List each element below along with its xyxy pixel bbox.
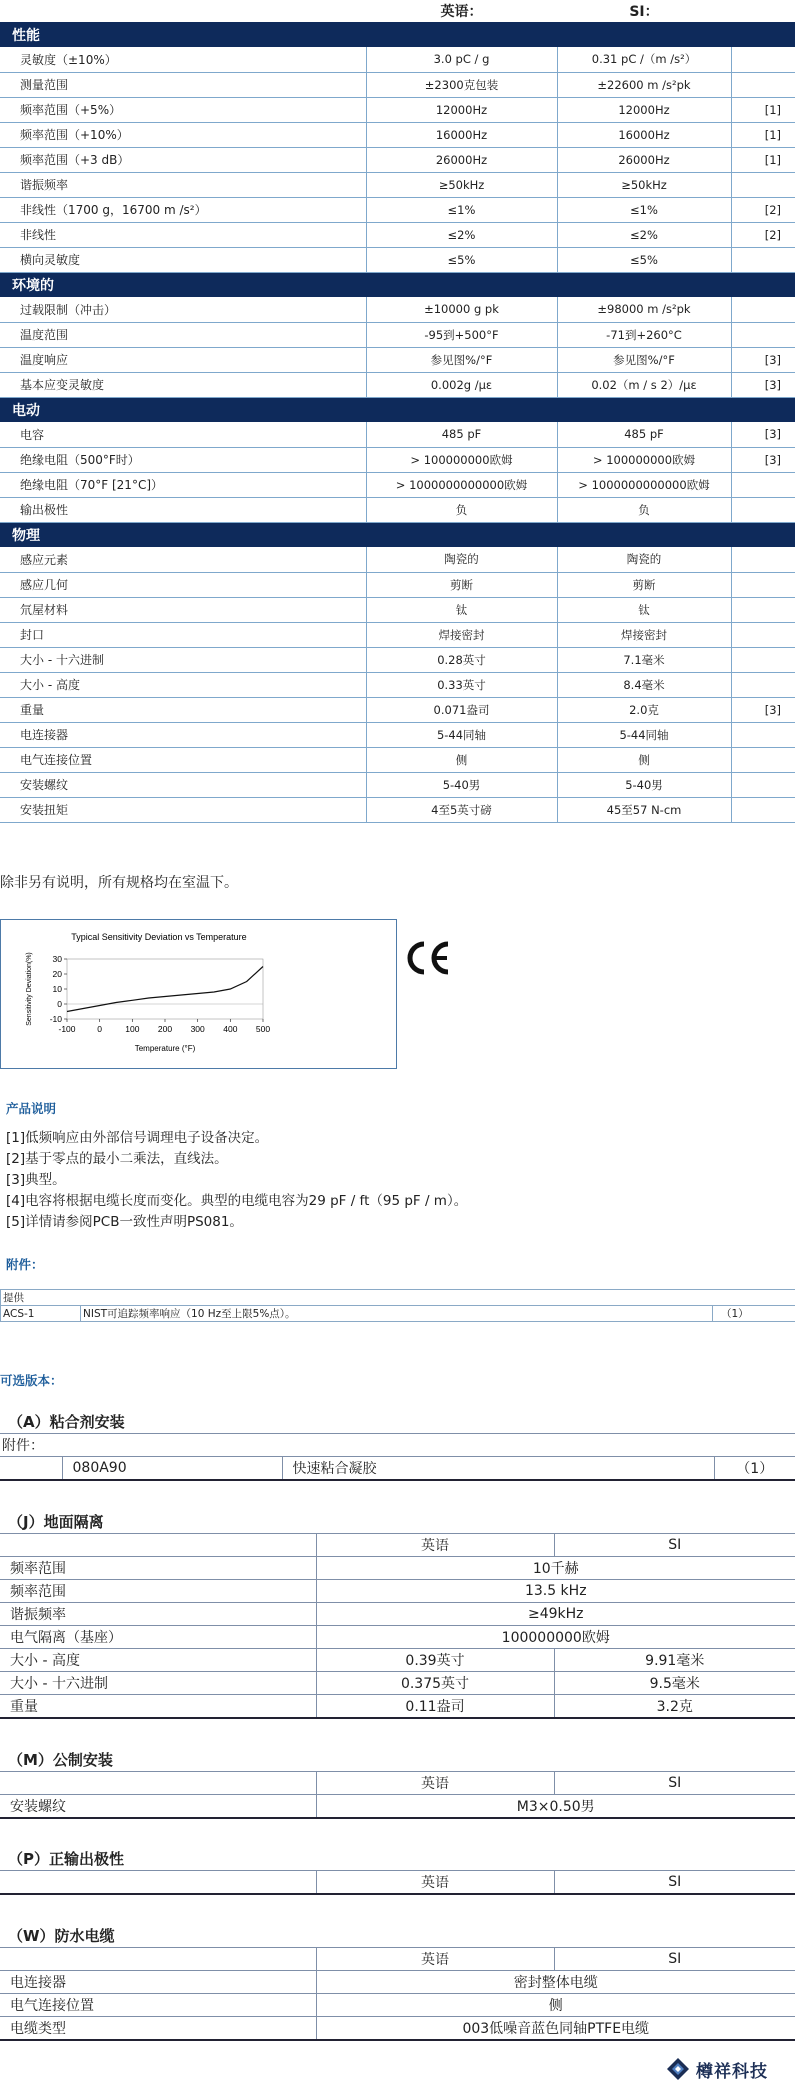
chart-x-tick-label: 100 bbox=[125, 1024, 140, 1034]
option-row-value: 100000000欧姆 bbox=[316, 1626, 795, 1649]
option-row bbox=[0, 1626, 795, 1649]
spec-row bbox=[0, 497, 795, 522]
chart-x-tick-label: 200 bbox=[157, 1024, 173, 1034]
spec-note bbox=[731, 47, 795, 72]
product-note: [4]电容将根据电缆长度而变化。典型的电缆电容为29 pF / ft（95 pF / m）。 bbox=[6, 1193, 468, 1209]
spec-value-si: 5-44同轴 bbox=[557, 722, 731, 747]
spec-row bbox=[0, 622, 795, 647]
option-header-si: SI bbox=[554, 1534, 795, 1557]
optional-versions-title: 可选版本： bbox=[0, 1373, 63, 1388]
company-logo-text: 樽祥科技 bbox=[696, 2061, 768, 2082]
section-title: 电动 bbox=[0, 397, 795, 422]
spec-value-english: 5-44同轴 bbox=[366, 722, 557, 747]
spec-table bbox=[0, 0, 795, 823]
spec-row bbox=[0, 772, 795, 797]
option-header-english: 英语 bbox=[316, 1948, 554, 1971]
spec-label: 频率范围（+5%） bbox=[0, 97, 366, 122]
accessories-header: 提供 bbox=[1, 1290, 795, 1306]
option-a-title: （A）粘合剂安装 bbox=[8, 1413, 125, 1431]
spec-label: 过载限制（冲击） bbox=[0, 297, 366, 322]
chart-x-tick-label: 0 bbox=[97, 1024, 103, 1034]
accessory-row bbox=[1, 1306, 795, 1322]
option-row-value: 密封整体电缆 bbox=[316, 1971, 795, 1994]
spec-label: 氘屋材料 bbox=[0, 597, 366, 622]
accessory-desc: NIST可追踪频率响应（10 Hz至上限5%点）。 bbox=[81, 1306, 713, 1322]
option-j-title: （J）地面隔离 bbox=[8, 1513, 104, 1531]
spec-value-english: 4至5英寸磅 bbox=[366, 797, 557, 822]
spec-row bbox=[0, 47, 795, 72]
spec-note: [3] bbox=[731, 372, 795, 397]
chart-x-tick-label: -100 bbox=[58, 1024, 76, 1034]
spec-value-si: ≥50kHz bbox=[557, 172, 731, 197]
product-note: [2]基于零点的最小二乘法，直线法。 bbox=[6, 1151, 228, 1167]
spec-note: [1] bbox=[731, 122, 795, 147]
spec-note bbox=[731, 497, 795, 522]
spec-label: 大小 - 十六进制 bbox=[0, 647, 366, 672]
spec-row bbox=[0, 72, 795, 97]
chart-x-tick-label: 400 bbox=[223, 1024, 238, 1034]
spec-value-english: 5-40男 bbox=[366, 772, 557, 797]
spec-value-si: 0.31 pC /（m /s²） bbox=[557, 47, 731, 72]
option-p-title: （P）正输出极性 bbox=[8, 1850, 124, 1868]
spec-label: 频率范围（+3 dB） bbox=[0, 147, 366, 172]
spec-label: 测量范围 bbox=[0, 72, 366, 97]
section-title: 环境的 bbox=[0, 272, 795, 297]
spec-row bbox=[0, 197, 795, 222]
spec-value-english: -95到+500°F bbox=[366, 322, 557, 347]
option-m-table bbox=[0, 1771, 795, 1819]
spec-row bbox=[0, 247, 795, 272]
option-header-english: 英语 bbox=[316, 1534, 554, 1557]
spec-label: 重量 bbox=[0, 697, 366, 722]
option-row-value-english: 0.11盎司 bbox=[316, 1695, 554, 1718]
spec-value-si: ±22600 m /s²pk bbox=[557, 72, 731, 97]
spec-label: 电容 bbox=[0, 422, 366, 447]
spec-value-si: 参见图%/°F bbox=[557, 347, 731, 372]
option-row-label: 频率范围 bbox=[0, 1557, 316, 1580]
spec-label: 绝缘电阻（70°F [21°C]） bbox=[0, 472, 366, 497]
option-row bbox=[0, 1971, 795, 1994]
spec-row bbox=[0, 122, 795, 147]
spec-value-si: 8.4毫米 bbox=[557, 672, 731, 697]
spec-label: 频率范围（+10%） bbox=[0, 122, 366, 147]
spec-label: 非线性 bbox=[0, 222, 366, 247]
option-a-subtitle: 附件： bbox=[0, 1434, 795, 1457]
chart-svg bbox=[1, 920, 398, 1070]
spec-value-english: 0.071盎司 bbox=[366, 697, 557, 722]
option-row-value-si: 9.5毫米 bbox=[554, 1672, 795, 1695]
spec-note bbox=[731, 672, 795, 697]
spec-note: [1] bbox=[731, 97, 795, 122]
spec-row bbox=[0, 372, 795, 397]
spec-value-si: ≤2% bbox=[557, 222, 731, 247]
spec-note: [3] bbox=[731, 347, 795, 372]
spec-value-english: ≥50kHz bbox=[366, 172, 557, 197]
spec-note: [3] bbox=[731, 697, 795, 722]
option-row-value: 13.5 kHz bbox=[316, 1580, 795, 1603]
option-header-english: 英语 bbox=[316, 1772, 554, 1795]
spec-row bbox=[0, 797, 795, 822]
spec-value-si: 2.0克 bbox=[557, 697, 731, 722]
spec-note bbox=[731, 797, 795, 822]
option-p-table bbox=[0, 1870, 795, 1895]
option-row-value-english: 0.375英寸 bbox=[316, 1672, 554, 1695]
spec-row bbox=[0, 547, 795, 572]
option-a-code: 080A90 bbox=[62, 1457, 282, 1480]
section-title: 性能 bbox=[0, 22, 795, 47]
spec-value-si: 26000Hz bbox=[557, 147, 731, 172]
spec-value-english: ±2300克包装 bbox=[366, 72, 557, 97]
option-row-value: 10千赫 bbox=[316, 1557, 795, 1580]
ce-mark-logo bbox=[404, 938, 454, 988]
spec-row bbox=[0, 172, 795, 197]
option-row bbox=[0, 1649, 795, 1672]
spec-value-si: 45至57 N-cm bbox=[557, 797, 731, 822]
spec-value-english: ≤2% bbox=[366, 222, 557, 247]
option-row-label: 谐振频率 bbox=[0, 1603, 316, 1626]
spec-value-english: 参见图%/°F bbox=[366, 347, 557, 372]
company-logo-icon bbox=[666, 2057, 690, 2081]
spec-value-english: 16000Hz bbox=[366, 122, 557, 147]
option-row-label: 大小 - 高度 bbox=[0, 1649, 316, 1672]
spec-row bbox=[0, 697, 795, 722]
option-j-table bbox=[0, 1533, 795, 1719]
spec-note bbox=[731, 722, 795, 747]
option-header-row bbox=[0, 1772, 795, 1795]
option-header-row bbox=[0, 1534, 795, 1557]
spec-row bbox=[0, 422, 795, 447]
spec-value-english: 焊接密封 bbox=[366, 622, 557, 647]
spec-value-si: 16000Hz bbox=[557, 122, 731, 147]
spec-row bbox=[0, 147, 795, 172]
spec-note bbox=[731, 747, 795, 772]
option-row bbox=[0, 1557, 795, 1580]
spec-value-si: 7.1毫米 bbox=[557, 647, 731, 672]
spec-note bbox=[731, 472, 795, 497]
spec-label: 横向灵敏度 bbox=[0, 247, 366, 272]
spec-note bbox=[731, 597, 795, 622]
option-row-value: M3×0.50男 bbox=[316, 1795, 795, 1818]
spec-row bbox=[0, 222, 795, 247]
product-notes-list bbox=[6, 1128, 467, 1233]
spec-value-english: ±10000 g pk bbox=[366, 297, 557, 322]
spec-value-si: 陶瓷的 bbox=[557, 547, 731, 572]
spec-value-si: 5-40男 bbox=[557, 772, 731, 797]
spec-label: 温度响应 bbox=[0, 347, 366, 372]
spec-label: 绝缘电阻（500°F时） bbox=[0, 447, 366, 472]
spec-note bbox=[731, 572, 795, 597]
spec-row bbox=[0, 672, 795, 697]
spec-note: [3] bbox=[731, 447, 795, 472]
chart-y-tick-label: -10 bbox=[49, 1014, 62, 1024]
spec-label: 感应元素 bbox=[0, 547, 366, 572]
option-a-qty: （1） bbox=[714, 1457, 795, 1480]
spec-note: [2] bbox=[731, 222, 795, 247]
spec-note: [3] bbox=[731, 422, 795, 447]
chart-y-tick-label: 20 bbox=[52, 969, 62, 979]
spec-value-si: 负 bbox=[557, 497, 731, 522]
chart-y-tick-label: 30 bbox=[52, 954, 62, 964]
chart-y-axis-label: Sensitivity Deviation(%) bbox=[26, 952, 33, 1026]
spec-label: 谐振频率 bbox=[0, 172, 366, 197]
option-row-value-si: 3.2克 bbox=[554, 1695, 795, 1718]
option-row bbox=[0, 1580, 795, 1603]
accessory-qty: （1） bbox=[713, 1306, 795, 1322]
chart-x-tick-label: 500 bbox=[255, 1024, 271, 1034]
chart-title: Typical Sensitivity Deviation vs Temperature bbox=[71, 932, 247, 942]
spec-note bbox=[731, 297, 795, 322]
option-row bbox=[0, 1603, 795, 1626]
spec-value-si: 剪断 bbox=[557, 572, 731, 597]
option-row bbox=[0, 1994, 795, 2017]
sensitivity-temperature-chart bbox=[0, 919, 397, 1069]
option-row bbox=[0, 2017, 795, 2040]
section-header bbox=[0, 272, 795, 297]
spec-value-si: 12000Hz bbox=[557, 97, 731, 122]
spec-note bbox=[731, 322, 795, 347]
ce-mark-icon bbox=[404, 938, 454, 978]
chart-series-line bbox=[67, 967, 263, 1012]
spec-note bbox=[731, 247, 795, 272]
spec-note bbox=[731, 547, 795, 572]
spec-value-si: > 100000000欧姆 bbox=[557, 447, 731, 472]
spec-header-row bbox=[0, 0, 795, 22]
spec-label: 大小 - 高度 bbox=[0, 672, 366, 697]
spec-value-english: 26000Hz bbox=[366, 147, 557, 172]
spec-note bbox=[731, 772, 795, 797]
spec-value-english: 0.28英寸 bbox=[366, 647, 557, 672]
spec-note: [1] bbox=[731, 147, 795, 172]
option-row-value: 侧 bbox=[316, 1994, 795, 2017]
option-a-table bbox=[0, 1433, 795, 1481]
option-header-si: SI bbox=[554, 1948, 795, 1971]
accessories-header-row bbox=[1, 1290, 795, 1306]
spec-value-si: ≤1% bbox=[557, 197, 731, 222]
spec-value-si: 485 pF bbox=[557, 422, 731, 447]
spec-value-si: 0.02（m / s 2）/με bbox=[557, 372, 731, 397]
option-row-value: 003低噪音蓝色同轴PTFE电缆 bbox=[316, 2017, 795, 2040]
option-row-value-si: 9.91毫米 bbox=[554, 1649, 795, 1672]
section-title: 物理 bbox=[0, 522, 795, 547]
accessories-table bbox=[0, 1289, 795, 1322]
spec-row bbox=[0, 647, 795, 672]
option-row-label: 大小 - 十六进制 bbox=[0, 1672, 316, 1695]
accessories-title: 附件： bbox=[6, 1257, 44, 1272]
spec-value-si: -71到+260°C bbox=[557, 322, 731, 347]
spec-label: 电气连接位置 bbox=[0, 747, 366, 772]
spec-value-english: 剪断 bbox=[366, 572, 557, 597]
section-header bbox=[0, 397, 795, 422]
spec-label: 感应几何 bbox=[0, 572, 366, 597]
spec-label: 基本应变灵敏度 bbox=[0, 372, 366, 397]
section-header bbox=[0, 522, 795, 547]
option-header-row bbox=[0, 1948, 795, 1971]
spec-value-si: ±98000 m /s²pk bbox=[557, 297, 731, 322]
option-row-label: 电连接器 bbox=[0, 1971, 316, 1994]
spec-label: 安装扭矩 bbox=[0, 797, 366, 822]
product-notes-title: 产品说明 bbox=[6, 1101, 57, 1116]
spec-value-english: 0.002g /με bbox=[366, 372, 557, 397]
option-row-value: ≥49kHz bbox=[316, 1603, 795, 1626]
spec-label: 非线性（1700 g，16700 m /s²） bbox=[0, 197, 366, 222]
spec-row bbox=[0, 97, 795, 122]
option-w-title: （W）防水电缆 bbox=[8, 1927, 115, 1945]
option-w-table bbox=[0, 1947, 795, 2041]
spec-value-english: ≤1% bbox=[366, 197, 557, 222]
option-row bbox=[0, 1695, 795, 1718]
option-header-si: SI bbox=[554, 1871, 795, 1894]
spec-label: 灵敏度（±10%） bbox=[0, 47, 366, 72]
spec-row bbox=[0, 597, 795, 622]
spec-label: 电连接器 bbox=[0, 722, 366, 747]
section-header bbox=[0, 22, 795, 47]
header-si: SI： bbox=[629, 4, 659, 20]
spec-row bbox=[0, 722, 795, 747]
chart-y-tick-label: 10 bbox=[52, 984, 62, 994]
spec-value-si: 焊接密封 bbox=[557, 622, 731, 647]
spec-row bbox=[0, 322, 795, 347]
spec-value-english: 3.0 pC / g bbox=[366, 47, 557, 72]
accessory-code: ACS-1 bbox=[1, 1306, 81, 1322]
option-header-english: 英语 bbox=[316, 1871, 554, 1894]
spec-value-english: 负 bbox=[366, 497, 557, 522]
spec-value-english: ≤5% bbox=[366, 247, 557, 272]
product-note: [5]详情请参阅PCB一致性声明PS081。 bbox=[6, 1214, 243, 1230]
spec-note bbox=[731, 72, 795, 97]
option-row-label: 电缆类型 bbox=[0, 2017, 316, 2040]
spec-value-english: 12000Hz bbox=[366, 97, 557, 122]
header-english: 英语： bbox=[440, 4, 483, 20]
option-a-desc: 快速粘合凝胶 bbox=[282, 1457, 714, 1480]
spec-value-si: ≤5% bbox=[557, 247, 731, 272]
spec-value-english: 0.33英寸 bbox=[366, 672, 557, 697]
spec-value-si: 侧 bbox=[557, 747, 731, 772]
spec-value-english: 陶瓷的 bbox=[366, 547, 557, 572]
option-row-label: 重量 bbox=[0, 1695, 316, 1718]
spec-row bbox=[0, 747, 795, 772]
spec-row bbox=[0, 472, 795, 497]
spec-label: 输出极性 bbox=[0, 497, 366, 522]
spec-label: 温度范围 bbox=[0, 322, 366, 347]
spec-note: [2] bbox=[731, 197, 795, 222]
spec-row bbox=[0, 297, 795, 322]
option-row-label: 频率范围 bbox=[0, 1580, 316, 1603]
product-note: [1]低频响应由外部信号调理电子设备决定。 bbox=[6, 1130, 269, 1146]
option-header-row bbox=[0, 1871, 795, 1894]
spec-value-english: 钛 bbox=[366, 597, 557, 622]
option-row-label: 电气连接位置 bbox=[0, 1994, 316, 2017]
spec-row bbox=[0, 572, 795, 597]
spec-note bbox=[731, 647, 795, 672]
option-row-value-english: 0.39英寸 bbox=[316, 1649, 554, 1672]
spec-note bbox=[731, 622, 795, 647]
spec-label: 封口 bbox=[0, 622, 366, 647]
spec-value-english: 侧 bbox=[366, 747, 557, 772]
spec-value-si: 钛 bbox=[557, 597, 731, 622]
chart-x-tick-label: 300 bbox=[190, 1024, 205, 1034]
spec-value-english: 485 pF bbox=[366, 422, 557, 447]
option-row bbox=[0, 1672, 795, 1695]
option-row-label: 电气隔离（基座） bbox=[0, 1626, 316, 1649]
spec-row bbox=[0, 347, 795, 372]
product-note: [3]典型。 bbox=[6, 1172, 66, 1188]
chart-plot-frame bbox=[67, 959, 263, 1019]
chart-x-axis-label: Temperature (°F) bbox=[134, 1044, 196, 1053]
spec-row bbox=[0, 447, 795, 472]
chart-y-tick-label: 0 bbox=[57, 999, 62, 1009]
spec-value-english: > 1000000000000欧姆 bbox=[366, 472, 557, 497]
spec-value-english: > 100000000欧姆 bbox=[366, 447, 557, 472]
spec-note bbox=[731, 172, 795, 197]
option-row bbox=[0, 1795, 795, 1818]
option-header-si: SI bbox=[554, 1772, 795, 1795]
option-row-label: 安装螺纹 bbox=[0, 1795, 316, 1818]
company-logo bbox=[666, 2052, 768, 2086]
spec-label: 安装螺纹 bbox=[0, 772, 366, 797]
option-m-title: （M）公制安装 bbox=[8, 1751, 113, 1769]
spec-value-si: > 1000000000000欧姆 bbox=[557, 472, 731, 497]
room-temperature-note: 除非另有说明，所有规格均在室温下。 bbox=[0, 875, 238, 891]
